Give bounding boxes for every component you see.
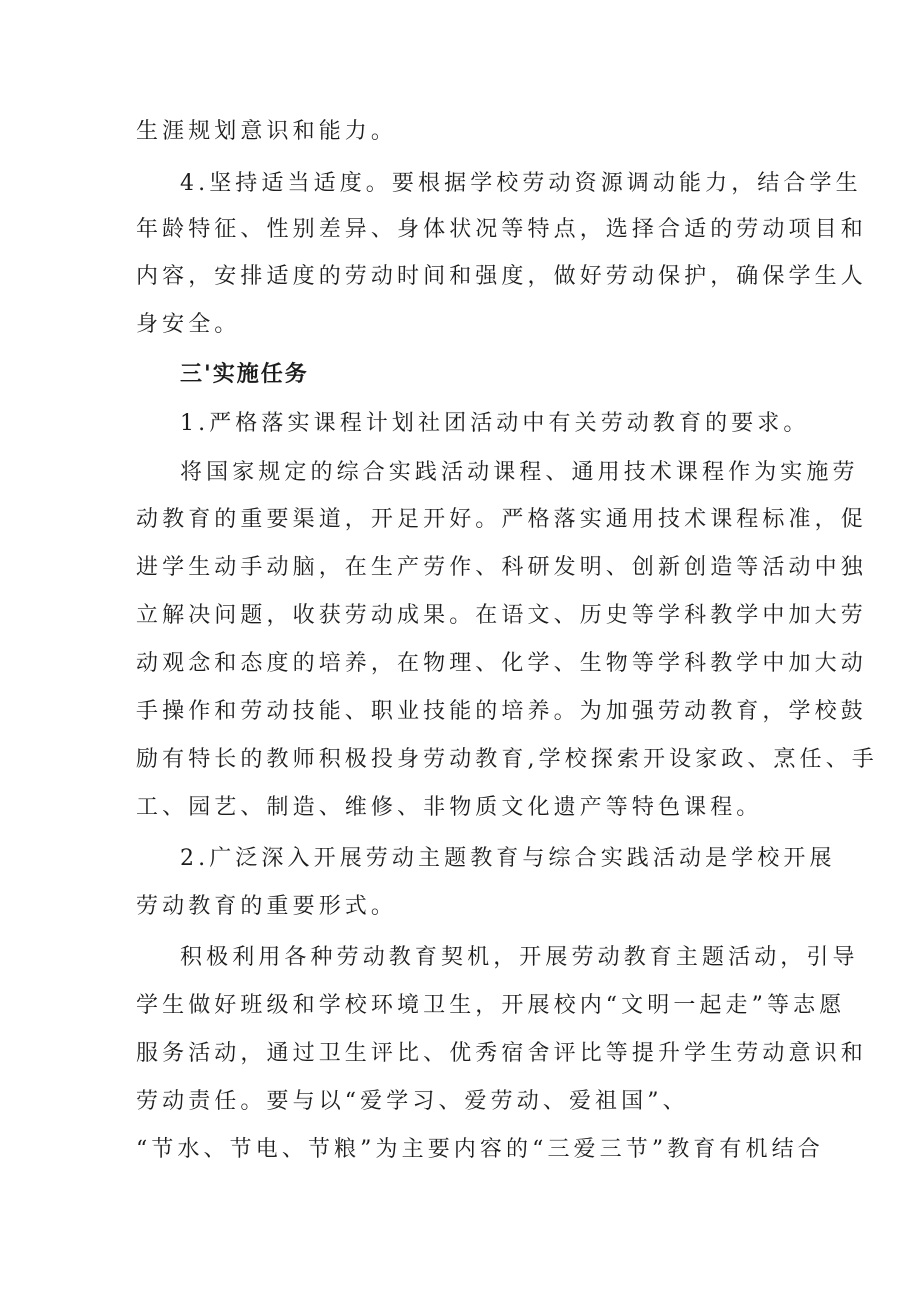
section-heading: 三'实施任务: [180, 362, 309, 387]
text-line: “节水、节电、节粮”为主要内容的“三爱三节”教育有机结合: [136, 1137, 824, 1162]
text-line: 手操作和劳动技能、职业技能的培养。为加强劳动教育，学校鼓: [136, 699, 867, 724]
text-line: 劳动责任。要与以“爱学习、爱劳动、爱祖国”、: [136, 1089, 689, 1114]
text-line: 积极利用各种劳动教育契机，开展劳动教育主题活动，引导: [180, 945, 859, 970]
text-line: 4.坚持适当适度。要根据学校劳动资源调动能力，结合学生: [180, 171, 862, 196]
text-line: 励有特长的教师积极投身劳动教育,学校探索开设家政、烹任、手: [136, 747, 878, 772]
text-line: 年龄特征、性别差异、身体状况等特点，选择合适的劳动项目和: [136, 217, 867, 242]
text-line: 工、园艺、制造、维修、非物质文化遗产等特色课程。: [136, 795, 763, 820]
text-line: 服务活动，通过卫生评比、优秀宿舍评比等提升学生劳动意识和: [136, 1041, 867, 1066]
text-line: 将国家规定的综合实践活动课程、通用技术课程作为实施劳: [180, 460, 859, 485]
text-line: 内容，安排适度的劳动时间和强度，做好劳动保护，确保学生人: [136, 264, 867, 289]
text-line: 2.广泛深入开展劳动主题教育与综合实践活动是学校开展: [180, 846, 836, 871]
text-line: 1.严格落实课程计划社团活动中有关劳动教育的要求。: [180, 411, 810, 436]
text-line: 动教育的重要渠道，开足开好。严格落实通用技术课程标准，促: [136, 507, 867, 532]
text-line: 身安全。: [136, 312, 241, 337]
text-line: 立解决问题，收获劳动成果。在语文、历史等学科教学中加大劳: [136, 603, 867, 628]
text-line: 动观念和态度的培养，在物理、化学、生物等学科教学中加大动: [136, 651, 867, 676]
text-line: 进学生动手动脑，在生产劳作、科研发明、创新创造等活动中独: [136, 555, 867, 580]
text-line: 生涯规划意识和能力。: [136, 119, 398, 144]
text-line: 学生做好班级和学校环境卫生，开展校内“文明一起走”等志愿: [136, 993, 846, 1018]
text-line: 劳动教育的重要形式。: [136, 894, 398, 919]
